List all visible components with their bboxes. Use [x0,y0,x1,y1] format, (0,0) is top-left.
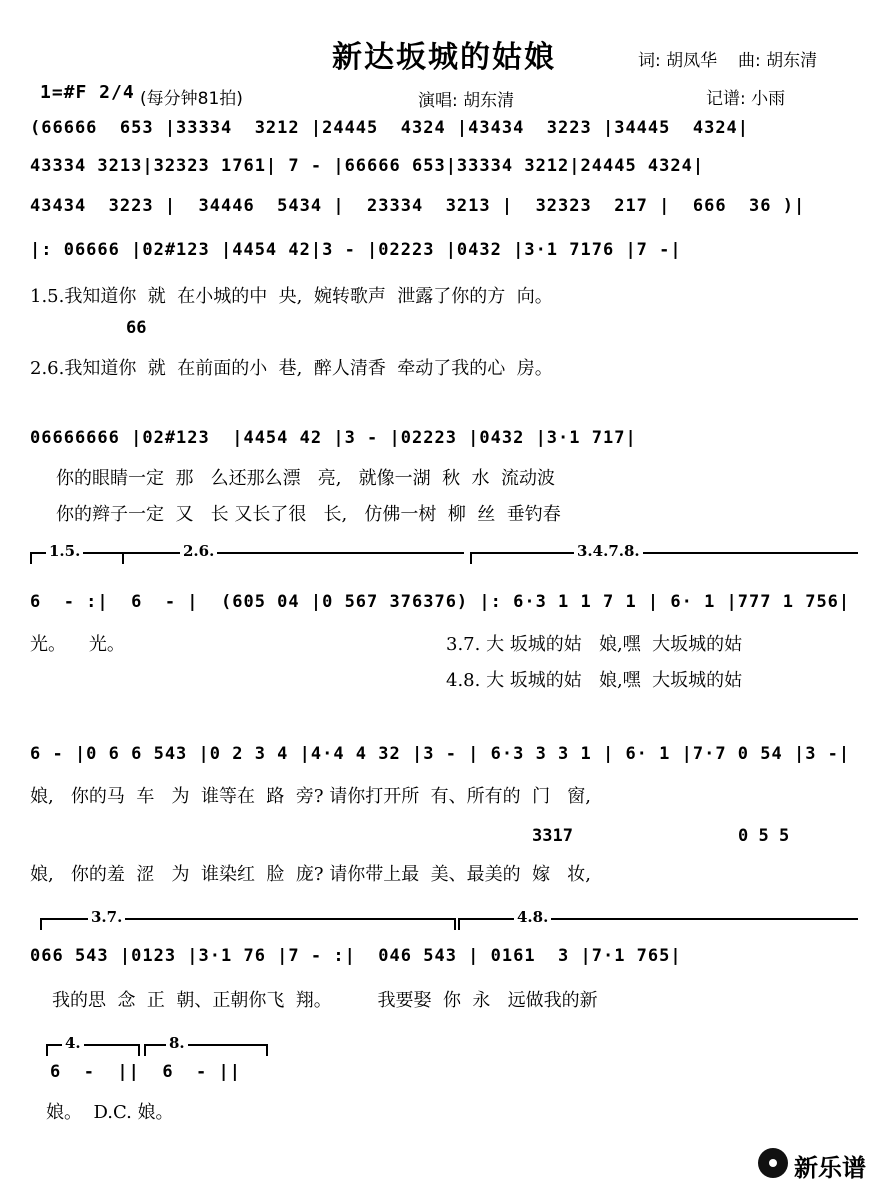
volta-label-1: 1.5. [46,542,83,560]
verse-notes: |: 06666 |02#123 |4454 42|3 - |02223 |0432 |3·1 7176 |7 -| [30,240,682,260]
verse2-lyric-2: 你的辫子一定 又 长 又长了很 长, 仿佛一树 柳 丝 垂钓春 [56,504,561,525]
singer-credit: 演唱: 胡东清 [418,91,515,111]
chorus-lyric-1: 娘, 你的马 车 为 谁等在 路 旁? 请你打开所 有、所有的 门 窗, [30,786,591,807]
volta-label-3: 3.4.7.8. [574,542,643,560]
song-title: 新达坂城的姑娘 [332,40,556,75]
volta-bracket-6 [46,1044,140,1056]
verse-alt-notes: 66 [126,318,147,338]
endings1-lyric-b2: 4.8. 大 坂城的姑 娘,嘿 大坂城的姑 [446,670,743,691]
verse-lyric-1: 1.5.我知道你 就 在小城的中 央, 婉转歌声 泄露了你的方 向。 [30,286,553,307]
chorus-alt-notes-b: 0 5 5 [738,826,790,846]
tempo-marking: (每分钟81拍) [140,89,243,109]
composer-credit: 曲: 胡东清 [738,51,818,71]
endings1-notes: 6 - :| 6 - | (605 04 |0 567 376376) |: 6·3 1 1 7 1 | 6· 1 |777 1 756| [30,592,851,612]
lyricist-credit: 词: 胡凤华 [638,51,718,71]
volta-label-7: 8. [166,1034,188,1052]
record-disc-icon [758,1148,788,1178]
site-logo-text: 新乐谱 [794,1154,866,1182]
endings1-lyric-b1: 3.7. 大 坂城的姑 娘,嘿 大坂城的姑 [446,634,743,655]
verse-lyric-2: 2.6.我知道你 就 在前面的小 巷, 醉人清香 牵动了我的心 房。 [30,358,553,379]
site-logo [758,1146,878,1180]
endings1-lyric: 光。 光。 [30,634,125,655]
volta-label-6: 4. [62,1034,84,1052]
notator-credit: 记谱: 小雨 [706,89,786,109]
chorus-lyric-2: 娘, 你的羞 涩 为 谁染红 脸 庞? 请你带上最 美、最美的 嫁 妆, [30,864,591,885]
ending2-lyric: 我的思 念 正 朝、正朝你飞 翔。 我要娶 你 永 远做我的新 [52,990,598,1011]
intro-line-3: 43434 3223 | 34446 5434 | 23334 3213 | 32323 217 | 666 36 )| [30,196,806,216]
intro-line-1: (66666 653 |33334 3212 |24445 4324 |43434 3223 |34445 4324| [30,118,750,138]
volta-label-5: 4.8. [514,908,551,926]
key-signature: 1=#F 2/4 [40,82,135,103]
chorus-alt-notes-a: 3317 [532,826,573,846]
volta-bracket-7 [144,1044,268,1056]
final-notes: 6 - || 6 - || [50,1062,241,1082]
volta-bracket-2 [122,552,464,564]
volta-label-2: 2.6. [180,542,217,560]
intro-line-2: 43334 3213|32323 1761| 7 - |66666 653|33334 3212|24445 4324| [30,156,705,176]
chorus-notes: 6 - |0 6 6 543 |0 2 3 4 |4·4 4 32 |3 - | 6·3 3 3 1 | 6· 1 |7·7 0 54 |3 -| [30,744,851,764]
verse2-notes: 06666666 |02#123 |4454 42 |3 - |02223 |0432 |3·1 717| [30,428,637,448]
ending2-notes: 066 543 |0123 |3·1 76 |7 - :| 046 543 | 0161 3 |7·1 765| [30,946,682,966]
verse2-lyric-1: 你的眼睛一定 那 么还那么漂 亮, 就像一湖 秋 水 流动波 [56,468,555,489]
volta-bracket-3 [470,552,858,564]
volta-label-4: 3.7. [88,908,125,926]
final-lyric: 娘。 D.C. 娘。 [46,1102,174,1123]
